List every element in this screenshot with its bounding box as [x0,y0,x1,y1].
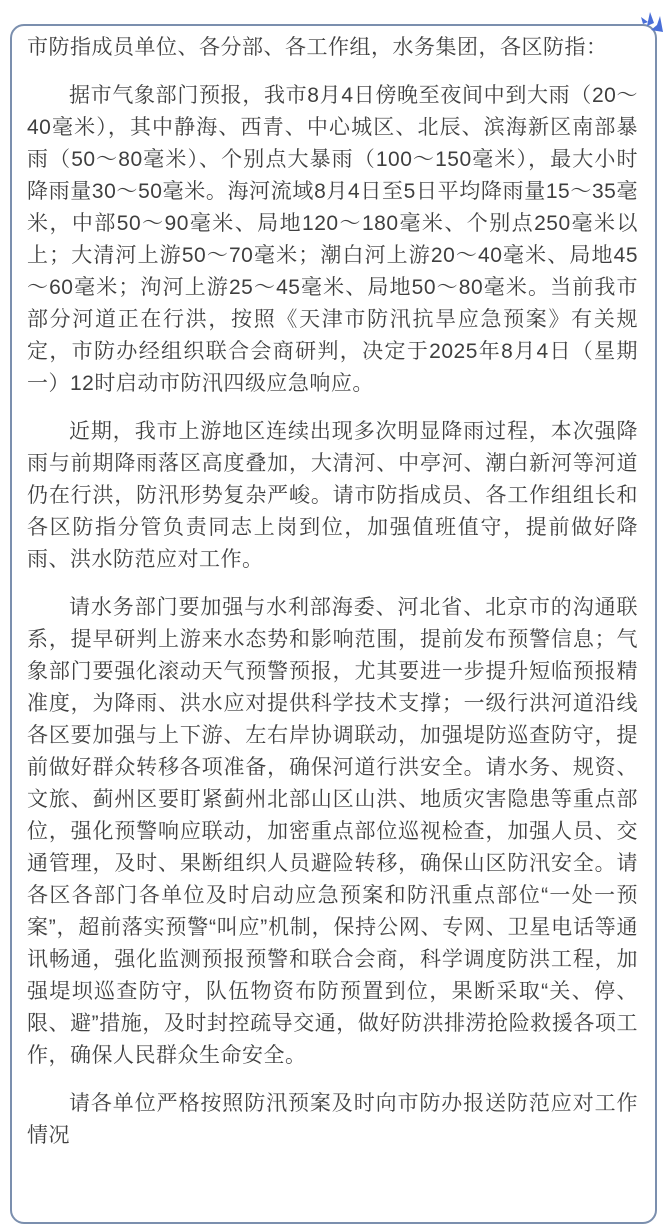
flick-gesture-icon [638,10,666,44]
notice-card [10,24,657,1224]
notice-salutation: 市防指成员单位、各分部、各工作组，水务集团，各区防指： [27,36,608,59]
notice-paragraph-forecast: 据市气象部门预报，我市8月4日傍晚至夜间中到大雨（20～40毫米），其中静海、西青、中心城区、北辰、滨海新区南部暴雨（50～80毫米）、个别点大暴雨（100～150毫米），最大小时降雨量30～50毫米。海河流域8月4日至5日平均降雨量15～35毫米，中部50～90毫米、局地120～180毫米、个别点250毫米以上；大清河上游50～70毫米；潮白河上游20～40毫米、局地45～60毫米；泃河上游25～45毫米、局地50～80毫米。当前我市部分河道正在行洪，按照《天津市防汛抗旱应急预案》有关规定，市防办经组织联合会商研判，决定于2025年8月4日（星期一）12时启动市防汛四级应急响应。 [27,84,638,395]
notice-paragraph-requirements: 请水务部门要加强与水利部海委、河北省、北京市的沟通联系，提早研判上游来水态势和影响范围，提前发布预警信息；气象部门要强化滚动天气预警预报，尤其要进一步提升短临预报精准度，为降雨、洪水应对提供科学技术支撑；一级行洪河道沿线各区要加强与上下游、左右岸协调联动，加强堤防巡查防守，提前做好群众转移各项准备，确保河道行洪安全。请水务、规资、文旅、蓟州区要盯紧蓟州北部山区山洪、地质灾害隐患等重点部位，强化预警响应联动，加密重点部位巡视检查，加强人员、交通管理，及时、果断组织人员避险转移，确保山区防汛安全。请各区各部门各单位及时启动应急预案和防汛重点部位“一处一预案”，超前落实预警“叫应”机制，保持公网、专网、卫星电话等通讯畅通，强化监测预报预警和联合会商，科学调度防洪工程，加强堤坝巡查防守，队伍物资布防预置到位，果断采取“关、停、限、避”措施，及时封控疏导交通，做好防洪排涝抢险救援各项工作，确保人民群众生命安全。 [27,596,638,1067]
notice-paragraph-reporting: 请各单位严格按照防汛预案及时向市防办报送防范应对工作情况 [27,1092,638,1147]
notice-paragraph-situation: 近期，我市上游地区连续出现多次明显降雨过程，本次强降雨与前期降雨落区高度叠加，大清河、中亭河、潮白新河等河道仍在行洪，防汛形势复杂严峻。请市防指成员、各工作组组长和各区防指分管负责同志上岗到位，加强值班值守，提前做好降雨、洪水防范应对工作。 [27,420,638,571]
